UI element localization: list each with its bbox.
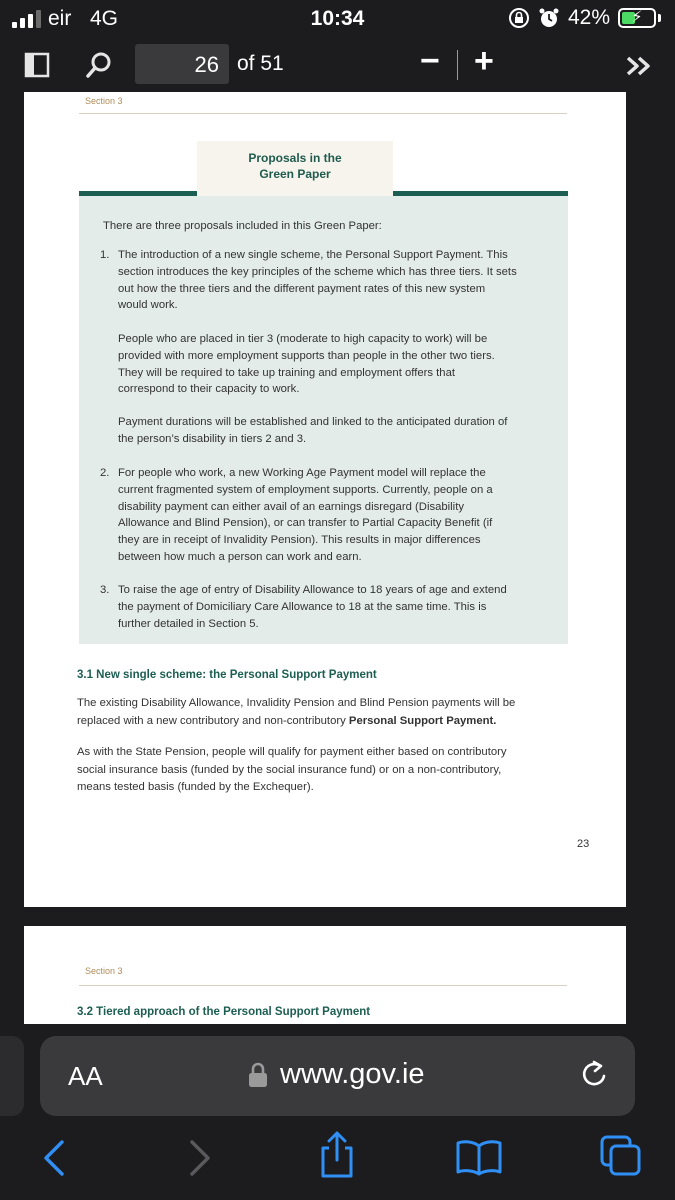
- text-line: provided with more employment supports than people in the other two tiers.: [118, 349, 495, 362]
- status-time: 10:34: [310, 7, 365, 30]
- list-item-paragraph: [118, 414, 507, 448]
- text-line: Allowance and Blind Pension), or can transfer to Partial Capacity Benefit (if: [118, 517, 493, 530]
- page-count: of 51: [237, 52, 284, 75]
- back-icon[interactable]: [40, 1136, 70, 1180]
- list-number: 2.: [100, 467, 110, 479]
- box-title-line: Proposals in the: [248, 151, 342, 165]
- text-line: would work.: [118, 299, 178, 312]
- list-number: 3.: [100, 584, 110, 596]
- text-line: People who are placed in tier 3 (moderate to high capacity to work) will be: [118, 333, 488, 345]
- text-line: the payment of Domiciliary Care Allowance to 18 at the same time. This is: [118, 600, 487, 613]
- address-bar[interactable]: [40, 1036, 635, 1116]
- text-line: current fragmented system of employment supports. Currently, people on a: [118, 483, 493, 496]
- section-heading: 3.1 New single scheme: the Personal Support Payment: [77, 669, 377, 681]
- battery-charging-icon: ⚡: [618, 8, 656, 28]
- text-line: They will be required to take up training and employment offers that: [118, 366, 456, 379]
- search-icon[interactable]: [84, 50, 114, 80]
- list-item-text: [118, 247, 517, 314]
- text-line: The introduction of a new single scheme, the Personal Support Payment. This: [118, 249, 508, 261]
- tabs-icon[interactable]: [599, 1134, 643, 1178]
- url-display[interactable]: [248, 1058, 425, 1091]
- list-item-text: [118, 582, 507, 632]
- pdf-page: [24, 926, 626, 1024]
- alarm-icon: [538, 7, 560, 29]
- text-line: they are in receipt of Invalidity Pension). This results in major differences: [118, 534, 481, 547]
- zoom-divider: [457, 50, 458, 80]
- forward-icon[interactable]: [184, 1136, 214, 1180]
- pdf-page: [24, 92, 626, 907]
- section-heading: 3.2 Tiered approach of the Personal Support Payment: [77, 1006, 371, 1018]
- pdf-toolbar: [0, 38, 675, 92]
- text-line: Payment durations will be established and linked to the anticipated duration of: [118, 416, 508, 428]
- section-rule: [79, 985, 567, 986]
- text-line: between how much a person can work and earn.: [118, 550, 362, 563]
- text-line: social insurance basis (funded by the social insurance fund) or on a non-contributory,: [77, 763, 502, 776]
- reload-icon[interactable]: [577, 1058, 611, 1092]
- intro-text: There are three proposals included in this Green Paper:: [103, 220, 382, 232]
- network-type: 4G: [90, 7, 119, 30]
- zoom-in-icon[interactable]: +: [474, 42, 494, 80]
- zoom-out-icon[interactable]: −: [420, 42, 440, 80]
- orientation-lock-icon: [508, 7, 530, 29]
- browser-toolbar: [0, 1024, 675, 1200]
- section-label: Section 3: [85, 96, 123, 106]
- text-line: [77, 713, 567, 731]
- battery-tip: [658, 14, 661, 22]
- body-paragraph: [77, 695, 567, 730]
- body-paragraph: [77, 744, 567, 797]
- text-line: further detailed in Section 5.: [118, 617, 259, 630]
- reader-options-button[interactable]: AA: [68, 1061, 103, 1091]
- battery-percent: 42%: [567, 6, 610, 29]
- bookmarks-icon[interactable]: [455, 1138, 503, 1176]
- sidebar-icon[interactable]: [24, 52, 50, 78]
- double-chevron-icon[interactable]: [624, 54, 654, 78]
- text-line: means tested basis (funded by the Exchequer).: [77, 781, 314, 793]
- text-line: section introduces the key principles of the scheme which has three tiers. It sets: [118, 265, 517, 278]
- list-item-paragraph: [118, 331, 495, 398]
- text-line: disability payment can either avail of an earnings disregard (Disability: [118, 500, 464, 513]
- carrier-name: eir: [48, 7, 72, 30]
- text-line: correspond to their capacity to work.: [118, 383, 300, 396]
- page-number: 23: [577, 838, 590, 850]
- status-icons: [508, 6, 661, 30]
- text-span: replaced with a new contributory and non-contributory: [77, 714, 349, 727]
- list-number: 1.: [100, 249, 110, 261]
- section-label: Section 3: [85, 966, 123, 976]
- text-line: the person’s disability in tiers 2 and 3.: [118, 432, 307, 445]
- text-line: out how the three tiers and the different payment rates of this new system: [118, 282, 486, 295]
- url-text[interactable]: www.gov.ie: [280, 1058, 425, 1090]
- list-item-text: [118, 465, 493, 566]
- lock-icon: [248, 1062, 268, 1088]
- page-number-input[interactable]: 26: [135, 44, 229, 84]
- text-line: To raise the age of entry of Disability Allowance to 18 years of age and extend: [118, 584, 507, 596]
- text-line: The existing Disability Allowance, Invalidity Pension and Blind Pension payments will be: [77, 697, 516, 709]
- share-icon[interactable]: [316, 1130, 358, 1180]
- previous-tab-peek[interactable]: [0, 1036, 24, 1116]
- bold-term: Personal Support Payment.: [348, 714, 497, 727]
- status-bar: [0, 0, 675, 38]
- text-line: For people who work, a new Working Age Payment model will replace the: [118, 467, 486, 479]
- section-rule: [79, 113, 567, 114]
- text-line: As with the State Pension, people will qualify for payment either based on contributory: [77, 746, 507, 758]
- box-title-line: Green Paper: [259, 167, 331, 181]
- box-title: [197, 141, 393, 203]
